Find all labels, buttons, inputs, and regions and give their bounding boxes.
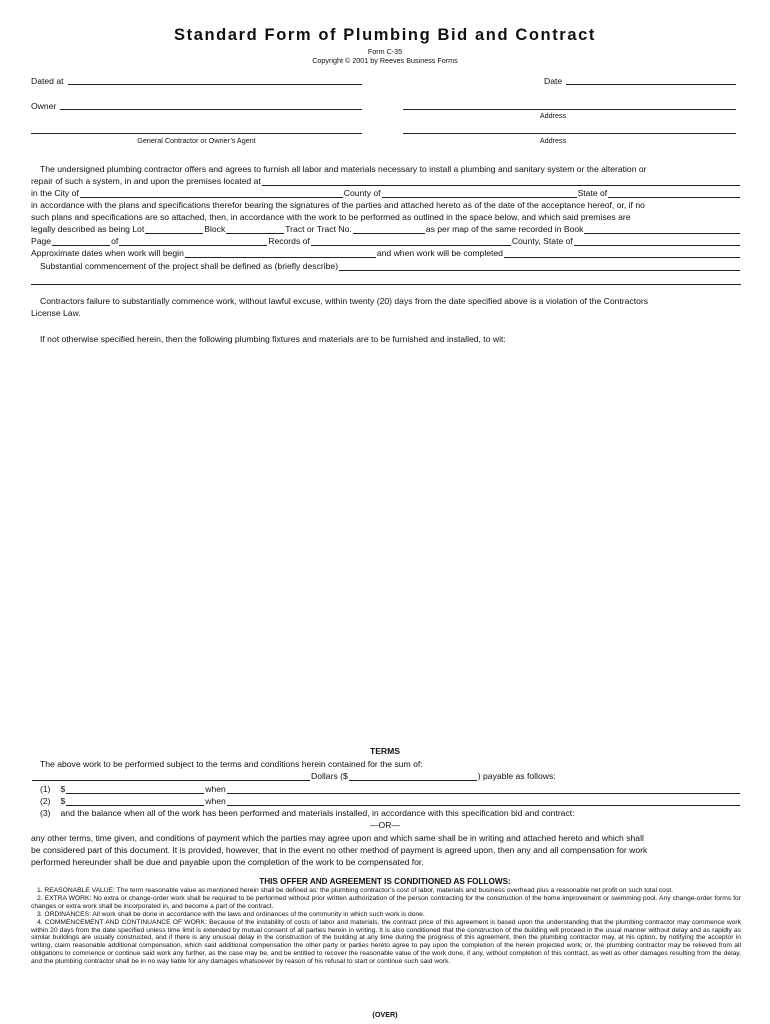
- substantial-field[interactable]: [339, 261, 740, 271]
- dated-at-label: Dated at: [31, 76, 64, 86]
- sum-row: [31, 769, 741, 781]
- completed-label: and when work will be completed: [376, 248, 503, 258]
- completed-field[interactable]: [504, 248, 740, 258]
- over-label: (OVER): [372, 1010, 398, 1019]
- lot-field[interactable]: [145, 224, 203, 234]
- plans-text-1: in accordance with the plans and specifications therefor bearing the signatures of the parties and attached hereto as of the date of the acceptance hereof, or, if no: [31, 200, 645, 210]
- condition-2: 2. EXTRA WORK: No extra or change-order work shall be required to be performed without prior written authorization of the person contracting for the construction of the home improvement or swimming pool. Any change-order forms for changes or extra work shall be incorporated in, and become a part of the contract.: [31, 894, 741, 910]
- other-text-2: be considered part of this document. It is provided, however, that in the event no other method of payment is agreed upon, then any and all compensation for work: [31, 845, 648, 855]
- premises-row: [31, 174, 741, 186]
- dated-at-field[interactable]: [68, 84, 362, 85]
- premises-field[interactable]: [262, 176, 740, 186]
- item2-amount[interactable]: [66, 796, 204, 806]
- county-state-field[interactable]: [574, 236, 740, 246]
- license-law-text: License Law.: [31, 308, 81, 318]
- fixtures-area[interactable]: [31, 350, 741, 740]
- plans-line-2: [31, 210, 741, 222]
- or-separator: —OR—: [369, 820, 401, 830]
- item1-dollar: $: [60, 784, 66, 794]
- item2-num: (2): [40, 796, 51, 806]
- state-label: State of: [577, 188, 608, 198]
- city-label: in the City of: [31, 188, 79, 198]
- sum-words-field[interactable]: [32, 771, 310, 781]
- book-field[interactable]: [584, 224, 740, 234]
- item2-when-field[interactable]: [227, 796, 740, 806]
- contractor-field[interactable]: [31, 133, 362, 134]
- conditions-heading: THIS OFFER AND AGREEMENT IS CONDITIONED AS FOLLOWS:: [259, 877, 511, 886]
- county-label: County of: [343, 188, 381, 198]
- item2-dollar: $: [60, 796, 66, 806]
- description-line-1[interactable]: [31, 284, 741, 285]
- of-label: of: [111, 236, 119, 246]
- item1-when: when: [205, 784, 226, 794]
- owner-address-field[interactable]: [403, 109, 736, 110]
- date-field[interactable]: [566, 84, 736, 85]
- page-field[interactable]: [52, 236, 110, 246]
- map-label: as per map of the same recorded in Book: [425, 224, 584, 234]
- page-row: [31, 234, 741, 246]
- payment-row-3: [31, 806, 741, 818]
- condition-3: 3. ORDINANCES: All work shall be done in accordance with the laws and ordinances of the community in which such work is done.: [37, 910, 425, 918]
- failure-line-2: [31, 306, 741, 318]
- begin-label: Approximate dates when work will begin: [31, 248, 184, 258]
- condition-1: 1. REASONABLE VALUE: The term reasonable value as mentioned herein shall be defined as: the plumbing contractor’s cost of labor, materials and business overhead plus a reasonable net profit on such total cost.: [37, 887, 673, 894]
- dates-row: [31, 246, 741, 258]
- city-field[interactable]: [80, 188, 343, 198]
- payable-label: ) payable as follows:: [477, 771, 556, 781]
- item3-text: and the balance when all of the work has been performed and materials installed, in accordance with this specification bid and contract:: [60, 808, 575, 818]
- page-title: Standard Form of Plumbing Bid and Contract: [174, 26, 596, 44]
- terms-heading: TERMS: [369, 746, 401, 756]
- item1-amount[interactable]: [66, 784, 204, 794]
- contractor-caption: General Contractor or Owner’s Agent: [137, 136, 256, 145]
- dollars-label: Dollars ($: [311, 771, 348, 781]
- failure-text: Contractors failure to substantially commence work, without lawful excuse, within twenty (20) days from the date specified above is a violation of the Contractors: [40, 296, 649, 306]
- other-terms-2: [31, 843, 741, 855]
- block-label: Block: [204, 224, 226, 234]
- sum-amount-field[interactable]: [349, 771, 477, 781]
- premises-label: repair of such a system, in and upon the premises located at: [31, 176, 261, 186]
- item1-when-field[interactable]: [227, 784, 740, 794]
- fixtures-row: [31, 332, 741, 344]
- records-field[interactable]: [311, 236, 511, 246]
- state-field[interactable]: [608, 188, 740, 198]
- intro-text: The undersigned plumbing contractor offers and agrees to furnish all labor and materials necessary to install a plumbing and sanitary system or the alteration or: [40, 164, 647, 174]
- city-row: [31, 186, 741, 198]
- form-number: Form C-35: [367, 47, 403, 56]
- begin-field[interactable]: [185, 248, 376, 258]
- other-terms-1: [31, 831, 741, 843]
- fixtures-text: If not otherwise specified herein, then the following plumbing fixtures and materials are to be furnished and installed, to wit:: [40, 334, 506, 344]
- intro-line-1: [31, 162, 741, 174]
- payment-row-2: [31, 794, 741, 806]
- terms-intro: The above work to be performed subject to the terms and conditions herein contained for the sum of:: [40, 759, 423, 769]
- owner-field[interactable]: [60, 109, 362, 110]
- date-label: Date: [544, 76, 563, 86]
- item1-num: (1): [40, 784, 51, 794]
- tract-label: Tract or Tract No.: [285, 224, 352, 234]
- conditions-list: [31, 887, 741, 966]
- condition-4: 4. COMMENCEMENT AND CONTINUANCE OF WORK: Because of the instability of costs of labor and materials, the contract price of this agreement is based upon the understanding that the plumbing contractor may commence work within 20 days from the date specified unless time limit is extended by mutual consent of all parties herein in writing. It is also conditioned that the construction of the building will proceed in the usual manner without delay and as rapidly as similar buildings are usually constructed, and if there is any unusual delay in the construction of the building at any time during the progress of this agreement, then the plumbing contractor may, at his option, by notifying the acceptor in writing, claim reasonable additional compensation, which said additional compensation the other party or parties hereto agree to pay upon the completion of the herein projected work; or, the plumbing contractor may be relieved from all obligations to commence or continue said work any further, as the case may be, and be entitled to recover the reasonable value of the work done, if any, without completion of this contract, as well as other damages resulting from the delay, and the plumbing contractor shall be in no way liable for any damages whatsoever by reason of his refusal to start or continue such said work.: [31, 918, 741, 966]
- county-state-label: County, State of: [511, 236, 573, 246]
- legal-row: [31, 222, 741, 234]
- page-label: Page: [31, 236, 52, 246]
- county-field[interactable]: [382, 188, 577, 198]
- tract-field[interactable]: [353, 224, 425, 234]
- of-field[interactable]: [119, 236, 267, 246]
- failure-line-1: [31, 294, 741, 306]
- copyright: Copyright © 2001 by Reeves Business Forms: [312, 56, 458, 65]
- other-terms-3: [31, 855, 741, 867]
- lot-label: legally described as being Lot: [31, 224, 145, 234]
- item3-num: (3): [40, 808, 51, 818]
- plans-line-1: [31, 198, 741, 210]
- address-caption: Address: [539, 111, 567, 120]
- other-text-3: performed hereunder shall be due and payable upon the completion of the work to be compensated for.: [31, 857, 424, 867]
- owner-label: Owner: [31, 101, 57, 111]
- records-label: Records of: [268, 236, 310, 246]
- substantial-label: Substantial commencement of the project shall be defined as (briefly describe): [40, 261, 339, 271]
- item2-when: when: [205, 796, 226, 806]
- address-caption-2: Address: [539, 136, 567, 145]
- plans-text-2: such plans and specifications are so attached, then, in accordance with the work to be performed as outlined in the space below, and which said premises are: [31, 212, 631, 222]
- terms-intro-row: [31, 757, 741, 769]
- other-text-1: any other terms, time given, and conditions of payment which the parties may agree upon and which same shall be in writing and attached hereto and which shall: [31, 833, 644, 843]
- substantial-row: [31, 259, 741, 271]
- block-field[interactable]: [226, 224, 284, 234]
- payment-row-1: [31, 782, 741, 794]
- contractor-address-field[interactable]: [403, 133, 736, 134]
